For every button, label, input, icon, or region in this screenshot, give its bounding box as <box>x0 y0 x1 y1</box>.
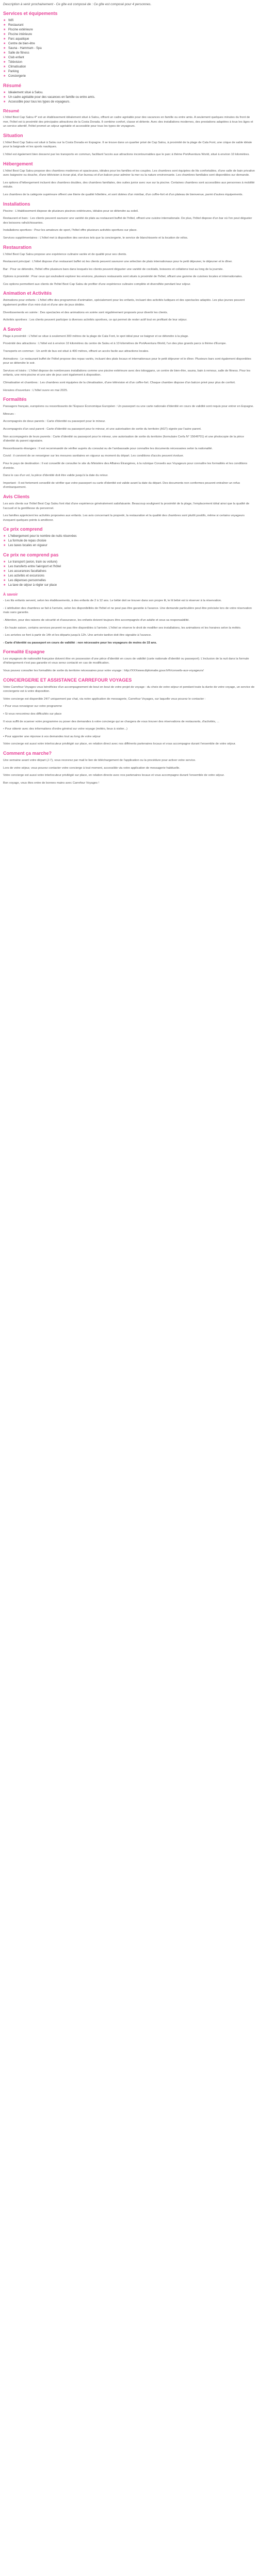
paragraph: L'hôtel Best Cap Salou est situé à Salou sur la Costa Dorada en Espagne. Il se trouve dans un quartier prisé de Cap Salou, à proximité de la plage de Cala Font, une crique de sable idéale pour la baignade et les sports nautiques. <box>3 141 252 149</box>
paragraph: Mineurs : <box>3 412 15 416</box>
paragraph: Une semaine avant votre départ (J-7), vous recevrez par mail le lien de téléchargement de l'application ou la procédure pour activer votre service. <box>3 758 196 762</box>
star-icon: ★ <box>3 47 6 50</box>
paragraph: - Attention, pour des raisons de sécurité et d'assurance, les enfants doivent toujours être accompagnés d'un adulte et sous sa responsabilité. <box>3 619 190 622</box>
paragraph: • Pour apporter une réponse à vos demandes tout au long de votre séjour <box>3 735 101 738</box>
list-item <box>3 42 255 46</box>
paragraph: Dans le cas d'un vol, la pièce d'identité doit être valide jusqu'à la date du retour. <box>3 474 108 478</box>
sections-container <box>3 11 255 785</box>
section-title: Restauration <box>3 244 32 250</box>
paragraph: Covid : il convient de se renseigner sur les mesures sanitaires en vigueur au moment du départ. Les conditions d'accès peuvent évoluer. <box>3 454 184 458</box>
bullet-list <box>3 19 255 79</box>
list-item <box>3 560 255 565</box>
list-item-label: Les assurances facultatives <box>8 570 46 573</box>
list-item-label: L'hébergement pour le nombre de nuits réservées <box>8 535 77 538</box>
paragraph: Les familles apprécient les activités proposées aux enfants. Les avis concernant la propreté, la restauration et la qualité des chambres sont plutôt positifs, même si certains voyageurs évoquent quelques points à améliorer. <box>3 514 245 522</box>
paragraph: - Les lits enfants servent, selon les établissements, à des enfants de 2 à 12 ans. Le bébé doit se trouver dans son propre lit, le lit bébé est à réserver à la réservation. <box>3 599 222 603</box>
paragraph: • Si vous rencontrez des difficultés sur place <box>3 713 62 716</box>
paragraph: Accompagnés de deux parents : Carte d'identité ou passeport pour le mineur. <box>3 420 106 423</box>
section-subtitle: Résumé <box>3 109 20 113</box>
list-item <box>3 574 255 579</box>
section <box>3 649 255 673</box>
paragraph: Pour le pays de destination : Il est conseillé de consulter le site du Ministère des Affaires Étrangères, à la rubrique Conseils aux Voyageurs pour connaître les formalités et les conditions d'entrée. <box>3 462 248 470</box>
list-item <box>3 534 255 539</box>
list-item <box>3 544 255 548</box>
section-title: Animation et Activités <box>3 291 52 296</box>
paragraph: Votre concierge est aussi votre interlocuteur privilégié sur place, en relation directe avec nos partenaires locaux et vous accompagne durant l'ensemble de votre séjour. <box>3 774 225 777</box>
paragraph: Divertissements en soirée : Des spectacles et des animations en soirée sont régulièrement proposés pour divertir les clients. <box>3 311 168 314</box>
section-title: Hébergement <box>3 161 33 166</box>
paragraph: Important : Il est fortement conseillé de vérifier que votre passeport ou carte d'identité est valide avant la date du départ. Des documents non conformes peuvent entraîner un refus d'embarquement. <box>3 481 240 489</box>
star-icon: ★ <box>3 19 6 22</box>
paragraph: L'hôtel est également bien desservi par les transports en commun, facilitant l'accès aux attractions incontournables que le parc à thème PortAventura World, situé à environ 10 kilomètres. <box>3 152 250 156</box>
list-item <box>3 19 255 23</box>
section <box>3 83 255 129</box>
section <box>3 327 255 393</box>
list-item-label: La formule de repas choisie <box>8 539 46 543</box>
list-item <box>3 23 255 28</box>
paragraph: Installations sportives : Pour les amateurs de sport, l'hôtel offre plusieurs activités sportives sur place. <box>3 229 138 232</box>
star-icon: ★ <box>3 24 6 27</box>
paragraph: L'hôtel Best Cap Salou 4* est un établissement idéalement situé à Salou, offrant un cadre agréable pour des vacances en famille ou entre amis. A seulement quelques minutes du front de mer, l'hôtel est à proximité des principales attractions de la Costa Dorada. Il combine confort, classe et détente. Avec des installations modernes, des prestations adaptées à tous les âges et un service attentif, l'hôtel promet un séjour agréable et accessible pour tous les types de voyageurs. <box>3 116 253 128</box>
paragraph: Vous pouvez consulter les formalités de sortie du territoire nécessaires pour votre voyage : http://XXXwww.diplomatie.gouv.fr/fr/conseils-aux-voyageurs/ <box>3 669 204 673</box>
star-icon: ★ <box>3 539 6 543</box>
star-icon: ★ <box>3 570 6 573</box>
section-title: Comment ça marche? <box>3 750 52 756</box>
list-item <box>3 46 255 51</box>
list-item <box>3 100 255 105</box>
paragraph: Plage à proximité : L'hôtel se situe à seulement 300 mètres de la plage de Cala Font, le spot idéal pour se baigner et se détendre à la plage. <box>3 334 189 338</box>
intro-text: Description à venir prochainement - Ce gîte est composé de : Ce gîte est composé pour 4 personnes. <box>3 3 152 6</box>
section <box>3 677 255 747</box>
paragraph: - Les arrivées se font à partir de 14h et les départs jusqu'à 12h. Une arrivée tardive doit être signalée à l'avance. <box>3 634 152 637</box>
list-item-label: Club enfant <box>8 56 24 59</box>
paragraph: Ressortissants étrangers : Il est recommandé de vérifier auprès du consulat ou de l'ambassade pour connaître les documents nécessaires selon la nationalité. <box>3 447 213 450</box>
section-title: A Savoir <box>3 326 22 332</box>
paragraph: Les options d'hébergement incluent des chambres doubles, des chambres familiales, des suites junior avec vue sur la piscine. Certaines chambres sont accessibles aux personnes à mobilité réduite. <box>3 181 255 189</box>
paragraph: Les voyageurs de nationalité française doivent être en possession d'une pièce d'identité en cours de validité (carte nationale d'identité ou passeport). L'inclusion de la nuit dans la formule d'hébergement n'est pas garantie et vous serez contacté en cas de modification. <box>3 657 249 665</box>
list-item-label: La taxe de séjour à régler sur place <box>8 584 57 587</box>
list-item-label: Les dépenses personnelles <box>8 579 46 583</box>
star-icon: ★ <box>3 100 6 104</box>
section-title: Situation <box>3 132 23 138</box>
paragraph: Il vous suffit de scanner votre programme ou poser des demandes à votre concierge qui se chargera de vous trouver des réservations de restaurants, d'activités, ... <box>3 720 219 723</box>
list-item-label: Wifi <box>8 19 13 22</box>
section <box>3 11 255 79</box>
section <box>3 161 255 197</box>
list-item <box>3 51 255 56</box>
star-icon: ★ <box>3 65 6 69</box>
section-subtitle: À savoir <box>3 592 18 597</box>
star-icon: ★ <box>3 70 6 73</box>
list-item <box>3 60 255 65</box>
list-item <box>3 565 255 569</box>
list-item-label: Conciergerie <box>8 75 26 78</box>
paragraph: Lors de votre séjour, vous pouvez contacter votre concierge à tout moment, accessible via votre application de messagerie habituelle. <box>3 766 180 770</box>
paragraph: Climatisation et chambres : Les chambres sont équipées de la climatisation, d'une télévision et d'un coffre-fort. Chaque chambre dispose d'un balcon privé pour plus de confort. <box>3 381 236 384</box>
paragraph: Bar : Pour se détendre, l'hôtel offre plusieurs bars dans lesquels les clients peuvent déguster une variété de cocktails, boissons et collations tout au long de la journée. <box>3 267 224 271</box>
bullet-list <box>3 534 255 548</box>
list-item-label: Le transport (avion, train ou voiture) <box>8 561 58 564</box>
paragraph: Bon voyage, vous êtes entre de bonnes mains avec Carrefour Voyages ! <box>3 781 100 785</box>
list-item <box>3 583 255 588</box>
section-title: Ce prix ne comprend pas <box>3 552 59 558</box>
list-item <box>3 65 255 70</box>
list-item-label: Sauna - Hammam - Spa <box>8 47 42 50</box>
list-item-label: Salle de fitness <box>8 52 29 55</box>
list-item <box>3 91 255 95</box>
paragraph: Ces options permettent aux clients de l'hôtel Best Cap Salou de profiter d'une expérience culinaire complète et diversifiée pendant leur séjour. <box>3 282 191 286</box>
list-item <box>3 28 255 32</box>
list-item-label: Idéalement situé à Salou. <box>8 91 43 94</box>
paragraph: Restaurant et bars : Les clients peuvent savourer une variété de plats au restaurant buffet de l'hôtel, offrant une cuisine internationale. De plus, l'hôtel dispose d'un bar où l'on peut déguster des boissons rafraîchissantes. <box>3 217 252 225</box>
star-icon: ★ <box>3 584 6 587</box>
star-icon: ★ <box>3 61 6 64</box>
section-title: Résumé <box>3 83 22 88</box>
section-title: CONCIERGERIE ET ASSISTANCE CARREFOUR VOYAGES <box>3 677 132 683</box>
star-icon: ★ <box>3 33 6 36</box>
paragraph: Votre concierge est disponible 24/7 uniquement par chat, via notre application de messagerie, Carrefour Voyages, sur laquelle vous pouvez le contacter : <box>3 697 206 701</box>
section <box>3 133 255 157</box>
list-item-label: Les taxes locales en vigueur <box>8 544 47 548</box>
list-item-label: Parking <box>8 70 19 73</box>
paragraph: Animations pour enfants : L'hôtel offre des programmes d'animation, spécialement pour les enfants, incluant des activités ludiques et des spectacles adaptés. Les plus jeunes peuvent également profiter d'un mini-club et d'une aire de jeux dédiée. <box>3 299 245 307</box>
list-item-label: Les transferts entre l'aéroport et l'hôtel <box>8 565 61 569</box>
star-icon: ★ <box>3 91 6 94</box>
bullet-list <box>3 91 255 105</box>
paragraph: Restaurant principal : L'hôtel dispose d'un restaurant buffet où les clients peuvent savourer une sélection de plats internationaux pour le petit déjeuner, le déjeuner et le dîner. <box>3 260 233 264</box>
section <box>3 751 255 785</box>
section <box>3 527 255 548</box>
star-icon: ★ <box>3 96 6 99</box>
list-item-label: Piscine extérieure <box>8 28 33 31</box>
paragraph: L'hôtel Best Cap Salou propose une expérience culinaire variée et de qualité pour ses clients. <box>3 252 127 256</box>
section-title: Services et équipements <box>3 11 58 16</box>
section-title: Installations <box>3 201 30 207</box>
star-icon: ★ <box>3 28 6 31</box>
star-icon: ★ <box>3 75 6 78</box>
list-item <box>3 32 255 37</box>
paragraph: Piscine : L'établissement dispose de plusieurs piscines extérieures, idéales pour se détendre au soleil. <box>3 209 139 213</box>
section-title: Formalités <box>3 397 27 402</box>
paragraph: Services et loisirs : L'hôtel dispose de nombreuses installations comme une piscine extérieure avec des toboggans, un centre de bien-être, sauna, bain à remous, salle de fitness. Pour les enfants, une mini-piscine et une aire de jeux sont également à disposition. <box>3 369 251 377</box>
paragraph: Les chambres de la catégorie supérieure offrent une literie de qualité hôtelière, et sont dotées d'un minibar, d'un coffre-fort et d'un plateau de bienvenue, parmi d'autres équipements. <box>3 193 244 196</box>
list-item-label: Accessible pour tous les types de voyageurs. <box>8 100 71 104</box>
star-icon: ★ <box>3 579 6 583</box>
section-title: Avis Clients <box>3 494 30 499</box>
list-item-label: Parc aquatique <box>8 38 29 41</box>
list-item <box>3 539 255 544</box>
star-icon: ★ <box>3 544 6 548</box>
star-icon: ★ <box>3 561 6 564</box>
list-item-label: Climatisation <box>8 65 26 69</box>
paragraph: L'hôtel Best Cap Salou propose des chambres modernes et spacieuses, idéales pour les familles et les couples. Les chambres sont équipées de lits confortables, d'une salle de bain privative avec baignoire ou douche, d'une télévision à écran plat, d'un bureau et d'un balcon pour admirer la mer ou la nature environnante. Les chambres familiales sont disponibles sur demande. <box>3 169 255 177</box>
star-icon: ★ <box>3 574 6 578</box>
list-item <box>3 37 255 42</box>
paragraph: Accompagnés d'un seul parent : Carte d'identité ou passeport pour le mineur, et une autorisation de sortie du territoire (AST) signée par l'autre parent. <box>3 427 202 431</box>
paragraph: Passagers français, européens ou ressortissants de l'Espace Économique Européen : Un passeport ou une carte nationale d'identité en cours de validité sont requis pour entrer en Espagne. <box>3 405 254 409</box>
paragraph: Services supplémentaires : L'hôtel met à disposition des services tels que la conciergerie, le service de blanchisserie et la location de vélos. <box>3 236 188 240</box>
paragraph: Non accompagnés de leurs parents : Carte d'identité ou passeport pour le mineur, une autorisation de sortie du territoire (formulaire Cerfa N° 15646*01) et une photocopie de la pièce d'identité du parent signataire. <box>3 435 244 443</box>
paragraph: - En haute saison, certains services peuvent ne pas être disponibles à l'arrivée. L'hôtel se réserve le droit de modifier ses installations, les animations et les horaires selon la météo. <box>3 626 241 630</box>
star-icon: ★ <box>3 38 6 41</box>
section <box>3 245 255 287</box>
list-item-label: Piscine intérieure <box>8 33 33 36</box>
list-item <box>3 579 255 583</box>
paragraph: Horaires d'ouverture : L'hôtel ouvre en mai 2025. <box>3 388 68 392</box>
section-title: Ce prix comprend <box>3 527 43 532</box>
section <box>3 397 255 490</box>
star-icon: ★ <box>3 52 6 55</box>
list-item-label: Un cadre agréable pour des vacances en famille ou entre amis. <box>8 96 95 99</box>
paragraph: Votre Carrefour Voyages vous bénéficiez d'un accompagnement de bout en bout de votre projet de voyage : du choix de votre séjour et pendant toute la durée de votre voyage, un service de conciergerie est à votre disposition. <box>3 685 255 693</box>
list-item <box>3 74 255 79</box>
bullet-list <box>3 560 255 588</box>
section <box>3 291 255 322</box>
paragraph: Options à proximité : Pour ceux qui souhaitent explorer les environs, plusieurs restaurants sont situés à proximité de l'hôtel, offrant une gamme de cuisines locales et internationales. <box>3 275 243 279</box>
section-title: Formalité Espagne <box>3 649 45 654</box>
paragraph: Transports en commun : Un arrêt de bus est situé à 400 mètres, offrant un accès facile aux attractions locales. <box>3 350 149 353</box>
paragraph: Activités sportives : Les clients peuvent participer à diverses activités sportives, ce qui permet de rester actif tout en profitant de leur séjour. <box>3 318 187 322</box>
star-icon: ★ <box>3 535 6 538</box>
list-item <box>3 569 255 574</box>
paragraph: - L'attribution des chambres se fait à l'arrivée, selon les disponibilités de l'hôtel et ne peut pas être garantie à l'avance. Une demande particulière peut être précisée lors de votre réservation mais sans garantie. <box>3 606 252 615</box>
list-item <box>3 70 255 74</box>
paragraph: Animations : Le restaurant buffet de l'hôtel propose des repas variés, incluant des plats locaux et internationaux pour le petit déjeuner et le dîner. Plusieurs bars sont également disponibles pour se détendre le soir. <box>3 357 251 365</box>
star-icon: ★ <box>3 565 6 569</box>
list-item <box>3 95 255 100</box>
paragraph: Votre concierge est aussi votre interlocuteur privilégié sur place, en relation direct avec nos différents partenaires locaux et vous accompagne durant l'ensemble de votre séjour. <box>3 742 236 746</box>
list-item-label: Les activités et excursions <box>8 574 45 578</box>
paragraph: • Pour obtenir avec des informations d'ordre général sur votre voyage (météo, lieux à visiter...) <box>3 727 127 731</box>
page-content <box>0 0 258 794</box>
paragraph: Proximité des attractions : L'hôtel est à environ 10 kilomètres du centre de Salou et à 10 kilomètres de PortAventura World, l'un des plus grands parcs à thème d'Europe. <box>3 342 227 346</box>
star-icon: ★ <box>3 42 6 45</box>
note-text: - Carte d'identité ou passeport en cours de validité : non nécessaire pour les voyageurs de moins de 15 ans. <box>3 641 157 645</box>
section <box>3 201 255 241</box>
list-item-label: Télévision <box>8 61 23 64</box>
section <box>3 494 255 522</box>
paragraph: Les avis clients sur l'hôtel Best Cap Salou font état d'une expérience généralement satisfaisante. Beaucoup soulignent la proximité de la plage, l'emplacement idéal ainsi que la qualité de l'accueil et la gentillesse du personnel. <box>3 502 250 510</box>
star-icon: ★ <box>3 56 6 59</box>
list-item <box>3 56 255 60</box>
paragraph: • Pour vous renseigner sur votre programme <box>3 705 62 708</box>
section <box>3 552 255 645</box>
list-item-label: Centre de bien-être <box>8 42 35 45</box>
list-item-label: Restaurant <box>8 24 24 27</box>
